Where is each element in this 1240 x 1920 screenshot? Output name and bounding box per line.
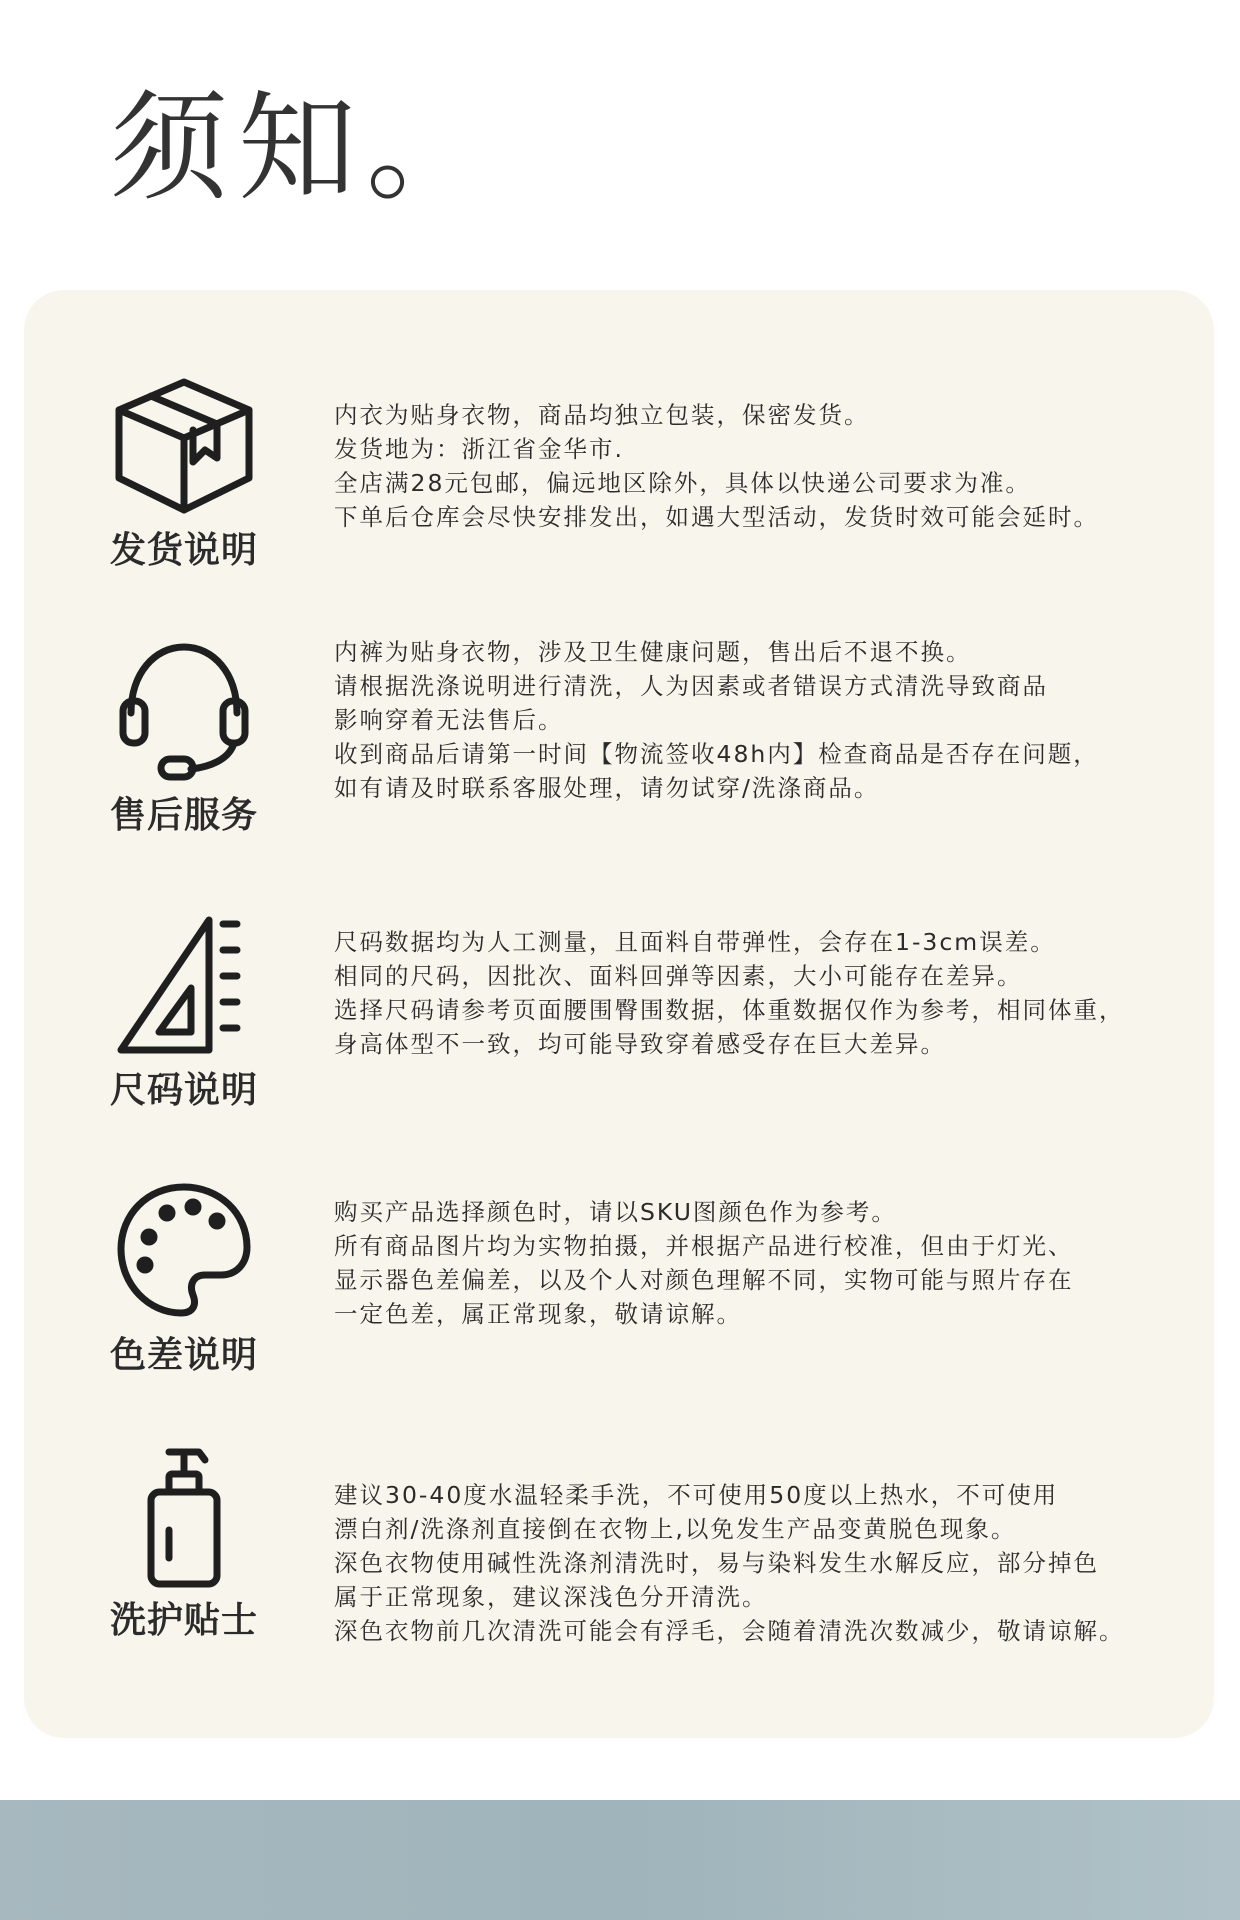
palette-icon (109, 1175, 259, 1325)
footer-band (0, 1800, 1240, 1920)
section-title: 色差说明 (109, 1335, 258, 1376)
section-text: 尺码数据均为人工测量，且面料自带弹性，会存在1-3cm误差。 相同的尺码，因批次、面料回弹等因素，大小可能存在差异。 选择尺码请参考页面腰围臀围数据，体重数据仅作为参考，相同体重， 身高体型不一致，均可能导致穿着感受存在巨大差异。 (334, 928, 1125, 1058)
pump-bottle-icon (109, 1440, 259, 1590)
headset-icon (109, 635, 259, 785)
box-icon (109, 370, 259, 520)
section-color (24, 1175, 1214, 1435)
section-size (24, 910, 1214, 1170)
section-title: 售后服务 (109, 795, 258, 836)
section-text: 内裤为贴身衣物，涉及卫生健康问题，售出后不退不换。 请根据洗涤说明进行清洗，人为因素或者错误方式清洗导致商品 影响穿着无法售后。 收到商品后请第一时间【物流签收48h内】检查商品是否存在问题， 如有请及时联系客服处理，请勿试穿/洗涤商品。 (334, 638, 1099, 802)
section-shipping (24, 370, 1214, 630)
notice-card (24, 290, 1214, 1738)
ruler-triangle-icon (109, 910, 259, 1060)
section-care (24, 1440, 1214, 1700)
section-text: 购买产品选择颜色时，请以SKU图颜色作为参考。 所有商品图片均为实物拍摄，并根据产品进行校准，但由于灯光、 显示器色差偏差，以及个人对颜色理解不同，实物可能与照片存在 一定色差，属正常现象，敬请谅解。 (334, 1198, 1074, 1328)
section-after-sales (24, 635, 1214, 895)
section-text: 内衣为贴身衣物，商品均独立包装，保密发货。 发货地为：浙江省金华市. 全店满28元包邮，偏远地区除外，具体以快递公司要求为准。 下单后仓库会尽快安排发出，如遇大型活动，发货时效可能会延时。 (334, 401, 1099, 531)
section-title: 洗护贴士 (109, 1600, 258, 1641)
section-text: 建议30-40度水温轻柔手洗，不可使用50度以上热水，不可使用 漂白剂/洗涤剂直接倒在衣物上,以免发生产品变黄脱色现象。 深色衣物使用碱性洗涤剂清洗时，易与染料发生水解反应，部分掉色 属于正常现象，建议深浅色分开清洗。 深色衣物前几次清洗可能会有浮毛，会随着清洗次数减少，敬请谅解。 (334, 1481, 1125, 1645)
section-title: 尺码说明 (109, 1070, 258, 1111)
page-title: 须知。 (110, 79, 495, 217)
section-title: 发货说明 (109, 530, 258, 571)
